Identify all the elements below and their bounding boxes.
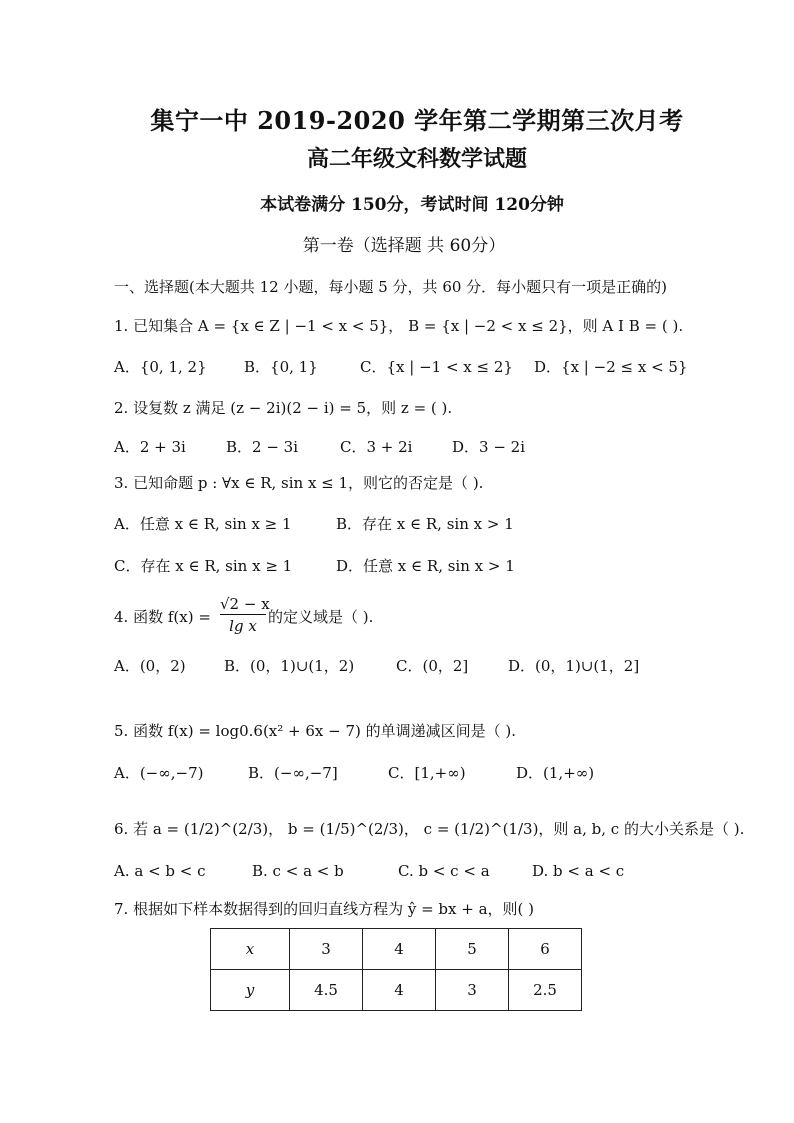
q3-option-a: A．任意 x ∈ R, sin x ≥ 1	[114, 515, 292, 533]
q6-option-a: A. a < b < c	[114, 862, 206, 880]
table-cell: 2.5	[509, 970, 582, 1011]
question-6-stem: 6. 若 a = (1/2)^(2/3)， b = (1/5)^(2/3)， c = (1/2)^(1/3)，则 a, b, c 的大小关系是（ ).	[114, 820, 745, 838]
q6-option-c: C. b < c < a	[398, 862, 490, 880]
table-cell: 6	[509, 929, 582, 970]
exam-subtitle: 高二年级文科数学试题	[306, 146, 527, 172]
q1-option-d: D．{x | −2 ≤ x < 5}	[534, 358, 688, 376]
question-4-suffix: 的定义域是（ ).	[268, 608, 374, 626]
q2-option-a: A．2 + 3i	[114, 438, 186, 456]
q2-option-c: C．3 + 2i	[340, 438, 413, 456]
table-cell: 3	[290, 929, 363, 970]
table-cell: y	[211, 970, 290, 1011]
table-cell: 4	[363, 970, 436, 1011]
question-5-stem: 5. 函数 f(x) = log0.6(x² + 6x − 7) 的单调递减区间是（ ).	[114, 722, 517, 740]
part-heading: 第一卷（选择题 共 60分）	[302, 236, 506, 256]
table-cell: 5	[436, 929, 509, 970]
question-1-stem: 1. 已知集合 A = {x ∈ Z | −1 < x < 5}， B = {x | −2 < x ≤ 2}，则 A I B = ( ).	[114, 317, 684, 335]
table-cell: x	[211, 929, 290, 970]
q4-fraction	[220, 595, 270, 635]
q2-option-b: B．2 − 3i	[226, 438, 299, 456]
sample-data-table	[210, 928, 582, 1011]
table-cell: 3	[436, 970, 509, 1011]
q5-option-d: D．(1,+∞)	[516, 764, 595, 782]
q2-option-d: D．3 − 2i	[452, 438, 526, 456]
exam-info: 本试卷满分 150分，考试时间 120分钟	[260, 195, 564, 215]
question-4-prefix: 4. 函数 f(x) =	[114, 608, 211, 626]
table-row	[211, 970, 582, 1011]
q1-option-c: C．{x | −1 < x ≤ 2}	[360, 358, 513, 376]
q5-option-a: A．(−∞,−7)	[114, 764, 204, 782]
table-row	[211, 929, 582, 970]
q3-option-d: D．任意 x ∈ R, sin x > 1	[336, 557, 515, 575]
q4-option-a: A．(0，2)	[114, 657, 186, 675]
q6-option-d: D. b < a < c	[532, 862, 625, 880]
table-cell: 4	[363, 929, 436, 970]
exam-title: 集宁一中 2019-2020 学年第二学期第三次月考	[150, 106, 684, 135]
q3-option-b: B．存在 x ∈ R, sin x > 1	[336, 515, 514, 533]
q5-option-c: C．[1,+∞)	[388, 764, 466, 782]
question-7-stem: 7. 根据如下样本数据得到的回归直线方程为 ŷ = bx + a，则( )	[114, 900, 535, 918]
q4-option-d: D．(0，1)∪(1，2]	[508, 657, 640, 675]
q4-numerator: √2 − x	[220, 595, 270, 613]
q5-option-b: B．(−∞,−7]	[248, 764, 338, 782]
question-3-stem: 3. 已知命题 p : ∀x ∈ R, sin x ≤ 1，则它的否定是（ ).	[114, 474, 484, 492]
question-2-stem: 2. 设复数 z 满足 (z − 2i)(2 − i) = 5，则 z = ( ).	[114, 399, 453, 417]
q4-option-c: C．(0，2]	[396, 657, 469, 675]
q6-option-b: B. c < a < b	[252, 862, 344, 880]
q1-option-a: A．{0, 1, 2}	[114, 358, 207, 376]
section-heading: 一、选择题(本大题共 12 小题，每小题 5 分，共 60 分．每小题只有一项是正确的)	[114, 278, 668, 296]
q3-option-c: C．存在 x ∈ R, sin x ≥ 1	[114, 557, 293, 575]
table-cell: 4.5	[290, 970, 363, 1011]
q1-option-b: B．{0, 1}	[244, 358, 318, 376]
q4-option-b: B．(0，1)∪(1，2)	[224, 657, 355, 675]
q4-denominator: lg x	[229, 617, 257, 635]
